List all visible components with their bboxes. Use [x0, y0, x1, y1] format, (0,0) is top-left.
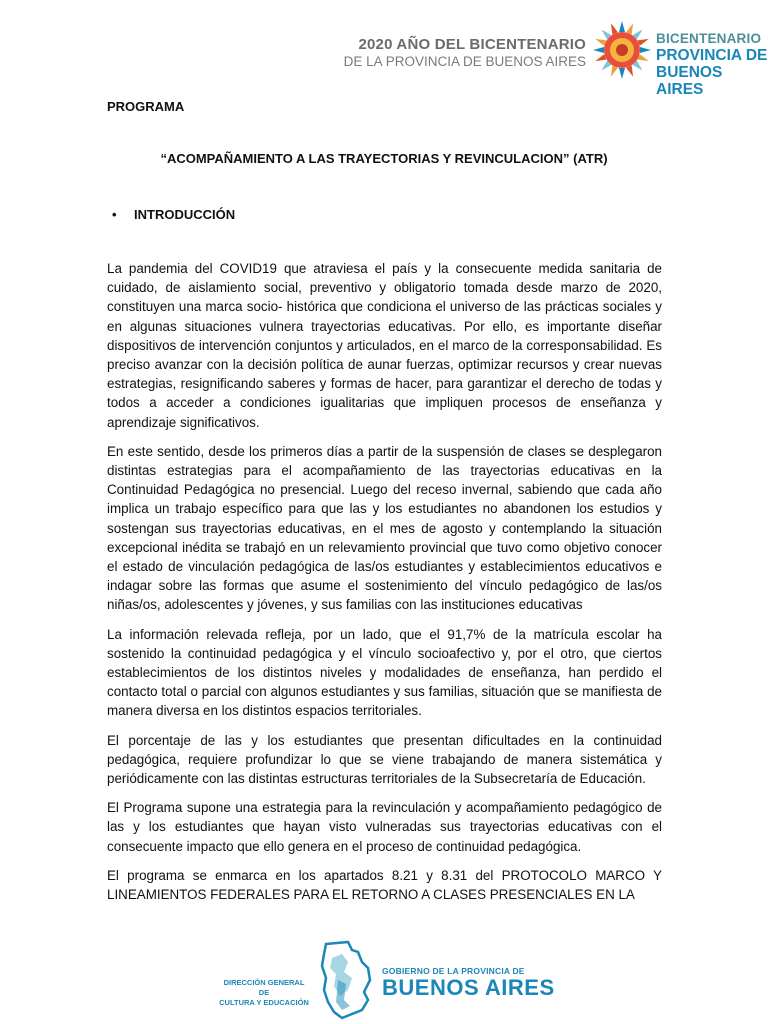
section-heading-label: INTRODUCCIÓN: [134, 207, 236, 222]
paragraph: La pandemia del COVID19 que atraviesa el país y la consecuente medida sanitaria de cuidado, de aislamiento social, preventivo y obligatorio tomada desde marzo de 2020, constituyen una marca socio- histórica que condiciona el universo de las prácticas sociales y en algunas situaciones vulnera trayectorias educativas. Por ello, es importante diseñar dispositivos de intervención conjuntos y articulados, en el marco de la corresponsabilidad. Es preciso avanzar con la decisión política de aunar fuerzas, optimizar recursos y crear nuevas estrategias, resignificando saberes y formas de hacer, para garantizar el derecho de todas y todos a acceder a condiciones igualitarias que impliquen procesos de enseñanza y aprendizaje significativos.: [107, 261, 662, 430]
paragraph: El programa se enmarca en los apartados 8.21 y 8.31 del PROTOCOLO MARCO Y LINEAMIENTOS FEDERALES PARA EL RETORNO A CLASES PRESENCIALES EN LA: [107, 867, 662, 903]
bullet: •: [112, 207, 117, 222]
bicentenario-sun-logo-icon: [592, 20, 652, 80]
header-bicentenario-text: [344, 36, 586, 70]
document-body: [107, 259, 662, 914]
header-right-line-1: BICENTENARIO: [656, 31, 762, 46]
footer-left-line-1: DIRECCIÓN GENERAL DE: [223, 978, 305, 997]
paragraph: El Programa supone una estrategia para la revinculación y acompañamiento pedagógico de las y los estudiantes que hayan visto vulneradas sus trayectorias educativas con el consecuente impacto que ello genera en el proceso de continuidad pedagógica.: [107, 800, 662, 854]
footer-dgce-logo-text: [218, 978, 310, 1008]
footer-right-line-1: GOBIERNO DE LA PROVINCIA DE: [382, 966, 525, 976]
header-line-2: DE LA PROVINCIA DE BUENOS AIRES: [343, 54, 586, 69]
header-right-line-3: BUENOS AIRES: [656, 64, 723, 98]
footer-left-line-2: CULTURA Y EDUCACIÓN: [219, 998, 309, 1007]
province-map-icon: [318, 940, 374, 1020]
footer-gobierno-logo-text: [382, 966, 555, 1000]
header-provincia-logo-text: [656, 30, 768, 98]
footer-right-line-2: BUENOS AIRES: [382, 975, 555, 1000]
document-title: “ACOMPAÑAMIENTO A LAS TRAYECTORIAS Y REVINCULACION” (ATR): [160, 151, 608, 166]
section-heading-introduccion: [112, 207, 235, 222]
header-line-1: 2020 AÑO DEL BICENTENARIO: [358, 36, 586, 53]
paragraph: La información relevada refleja, por un lado, que el 91,7% de la matrícula escolar ha sostenido la continuidad pedagógica y el vínculo socioafectivo y, por el otro, que ciertos establecimientos de los distintos niveles y modalidades de enseñanza, han perdido el contacto total o parcial con algunos estudiantes y sus familias, situación que se manifiesta de manera diversa en los distintos espacios territoriales.: [107, 626, 662, 719]
programa-heading: PROGRAMA: [107, 99, 185, 114]
paragraph: En este sentido, desde los primeros días a partir de la suspensión de clases se desplegaron distintas estrategias para el acompañamiento de las trayectorias educativas en la Continuidad Pedagógica no presencial. Luego del receso invernal, sabiendo que cada año implica un trabajo específico para que las y los estudiantes no abandonen los estudios y sostengan sus trayectorias educativas, en el mes de agosto y contemplando la situación excepcional inédita se trabajó en un relevamiento provincial que tuvo como objetivo conocer el estado de vinculación pedagógica de las/os estudiantes y establecimientos educativos e indagar sobre las formas que asume el sostenimiento del vínculo pedagógico de las/os niñas/os, adolescentes y jóvenes, y sus familias con las instituciones educativas: [107, 443, 662, 613]
header-right-line-2: PROVINCIA DE: [656, 47, 768, 64]
paragraph: El porcentaje de las y los estudiantes que presentan dificultades en la continuidad pedagógica, requiere profundizar lo que se viene trabajando de manera sistemática y periódicamente con las distintas estructuras territoriales de la Subsecretaría de Educación.: [107, 732, 662, 787]
